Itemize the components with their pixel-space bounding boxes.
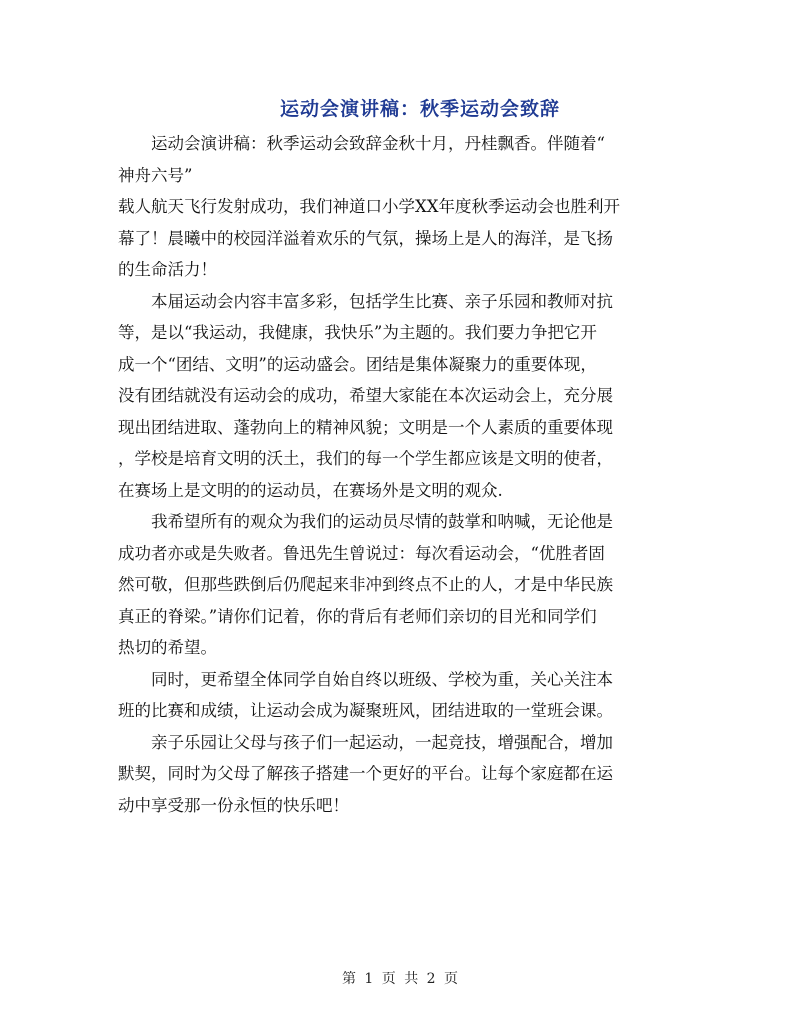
text-line: 热切的希望。: [118, 638, 217, 657]
text-line: 神舟六号”: [118, 165, 193, 185]
text-line: 我希望所有的观众为我们的运动员尽情的鼓掌和呐喊，无论他是: [151, 512, 613, 531]
text-line: 本届运动会内容丰富多彩，包括学生比赛、亲子乐园和教师对抗: [151, 291, 613, 311]
page-number-footer: 第 1 页 共 2 页: [341, 971, 459, 987]
text-line: 幕了！晨曦中的校园洋溢着欢乐的气氛，操场上是人的海洋，是飞扬: [118, 228, 613, 248]
text-line: 成一个“团结、文明”的运动盛会。团结是集体凝聚力的重要体现，: [118, 354, 597, 374]
paragraph-1: [118, 128, 684, 191]
paragraph-2: [118, 191, 684, 286]
text-line: 等，是以“我运动，我健康，我快乐”为主题的。我们要力争把它开: [118, 323, 597, 342]
text-line: 班的比赛和成绩，让运动会成为凝聚班风，团结进取的一堂班会课。: [118, 701, 613, 720]
text-line: 载人航天飞行发射成功，我们神道口小学XX年度秋季运动会也胜利开: [118, 197, 620, 216]
text-line: 动中享受那一份永恒的快乐吧！: [118, 795, 349, 815]
text-line: 亲子乐园让父母与孩子们一起运动，一起竞技，增强配合，增加: [151, 732, 613, 752]
text-line: 成功者亦或是失败者。鲁迅先生曾说过：每次看运动会，“优胜者固: [118, 543, 605, 563]
document-title: 运动会演讲稿：秋季运动会致辞: [279, 98, 560, 120]
paragraph-5: [118, 664, 684, 727]
text-line: 真正的脊梁。”请你们记着，你的背后有老师们亲切的目光和同学们: [118, 606, 597, 626]
text-line: ，学校是培育文明的沃土，我们的每一个学生都应该是文明的使者，: [118, 449, 613, 468]
text-line: 现出团结进取、蓬勃向上的精神风貌；文明是一个人素质的重要体现: [118, 417, 613, 437]
text-line: 的生命活力！: [118, 260, 217, 279]
text-line: 运动会演讲稿：秋季运动会致辞金秋十月，丹桂飘香。伴随着“: [151, 134, 605, 153]
text-line: 没有团结就没有运动会的成功，希望大家能在本次运动会上，充分展: [118, 386, 613, 405]
paragraph-6: [118, 727, 684, 822]
text-line: 默契，同时为父母了解孩子搭建一个更好的平台。让每个家庭都在运: [118, 764, 613, 783]
paragraph-4: [118, 506, 684, 664]
text-line: 同时，更希望全体同学自始自终以班级、学校为重，关心关注本: [151, 669, 613, 689]
text-line: 然可敬，但那些跌倒后仍爬起来非冲到终点不止的人，才是中华民族: [118, 575, 613, 594]
paragraph-3: [118, 286, 684, 507]
text-line: 在赛场上是文明的的运动员，在赛场外是文明的观众.: [118, 480, 503, 500]
document-body: [118, 128, 684, 821]
